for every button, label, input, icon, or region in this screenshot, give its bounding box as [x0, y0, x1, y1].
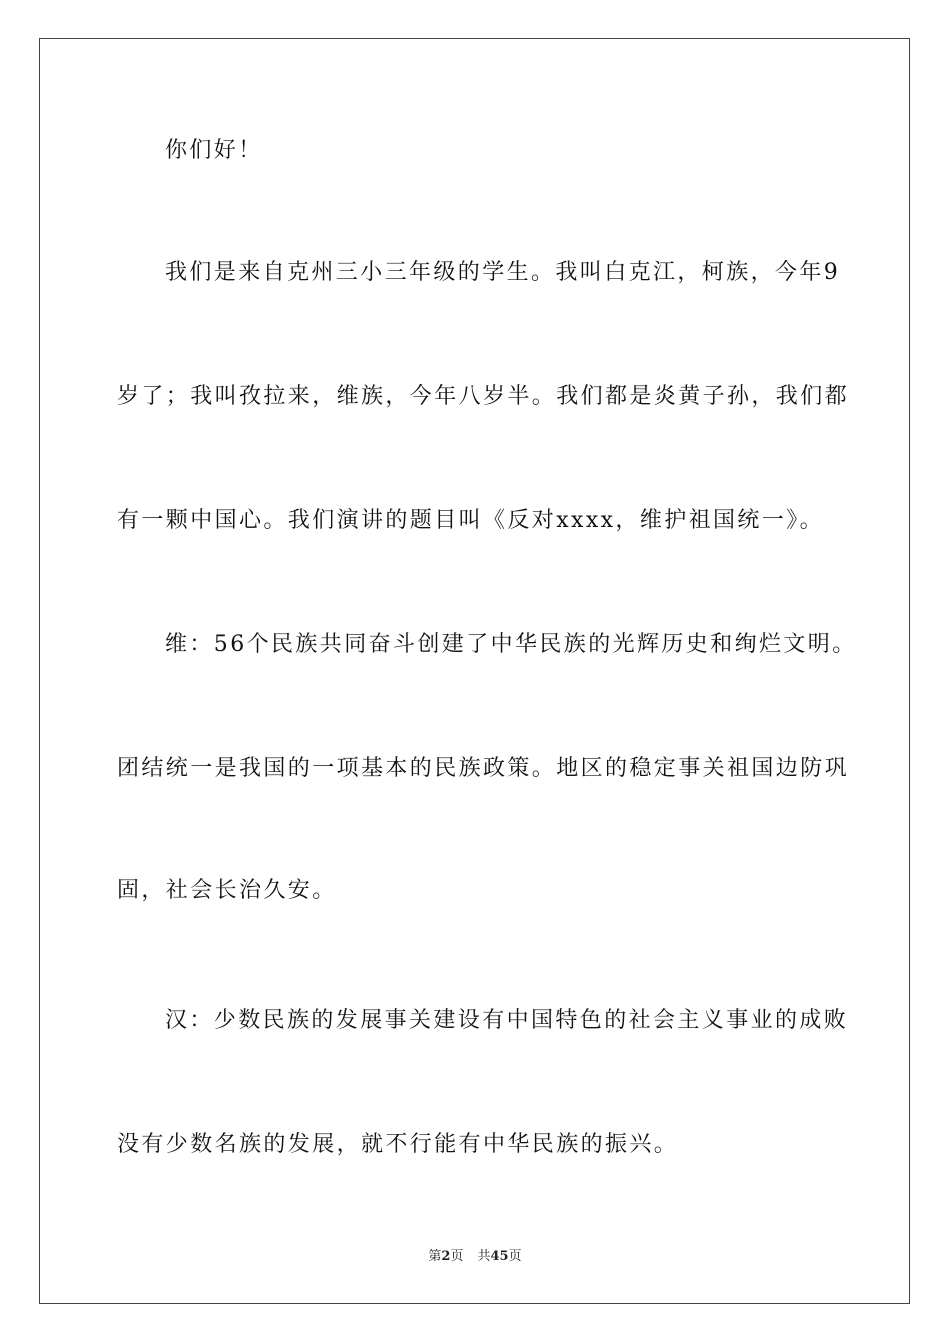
- page-suffix: 页: [450, 1249, 464, 1264]
- total-pages: 45: [490, 1249, 509, 1264]
- paragraph-2-line-1: 维：56个民族共同奋斗创建了中华民族的光辉历史和绚烂文明。: [165, 632, 857, 657]
- page-prefix: 第: [428, 1249, 442, 1264]
- page-footer: [0, 1248, 950, 1266]
- page-border: [39, 38, 910, 1304]
- total-suffix: 页: [508, 1249, 522, 1264]
- paragraph-1-line-3: 有一颗中国心。我们演讲的题目叫《反对xxxx，维护祖国统一》。: [117, 508, 825, 533]
- paragraph-3-line-1: 汉：少数民族的发展事关建设有中国特色的社会主义事业的成败: [165, 1008, 849, 1033]
- paragraph-1-line-2: 岁了；我叫孜拉来，维族，今年八岁半。我们都是炎黄子孙，我们都: [117, 384, 850, 409]
- total-prefix: 共: [477, 1249, 491, 1264]
- page-number: 2: [441, 1249, 451, 1264]
- paragraph-2-line-2: 团结统一是我国的一项基本的民族政策。地区的稳定事关祖国边防巩: [117, 756, 850, 781]
- paragraph-2-line-3: 固，社会长治久安。: [117, 878, 337, 903]
- paragraph-3-line-2: 没有少数名族的发展，就不行能有中华民族的振兴。: [117, 1132, 679, 1157]
- paragraph-1-line-1: 我们是来自克州三小三年级的学生。我叫白克江，柯族，今年9: [165, 260, 841, 285]
- greeting-line: 你们好！: [165, 138, 263, 163]
